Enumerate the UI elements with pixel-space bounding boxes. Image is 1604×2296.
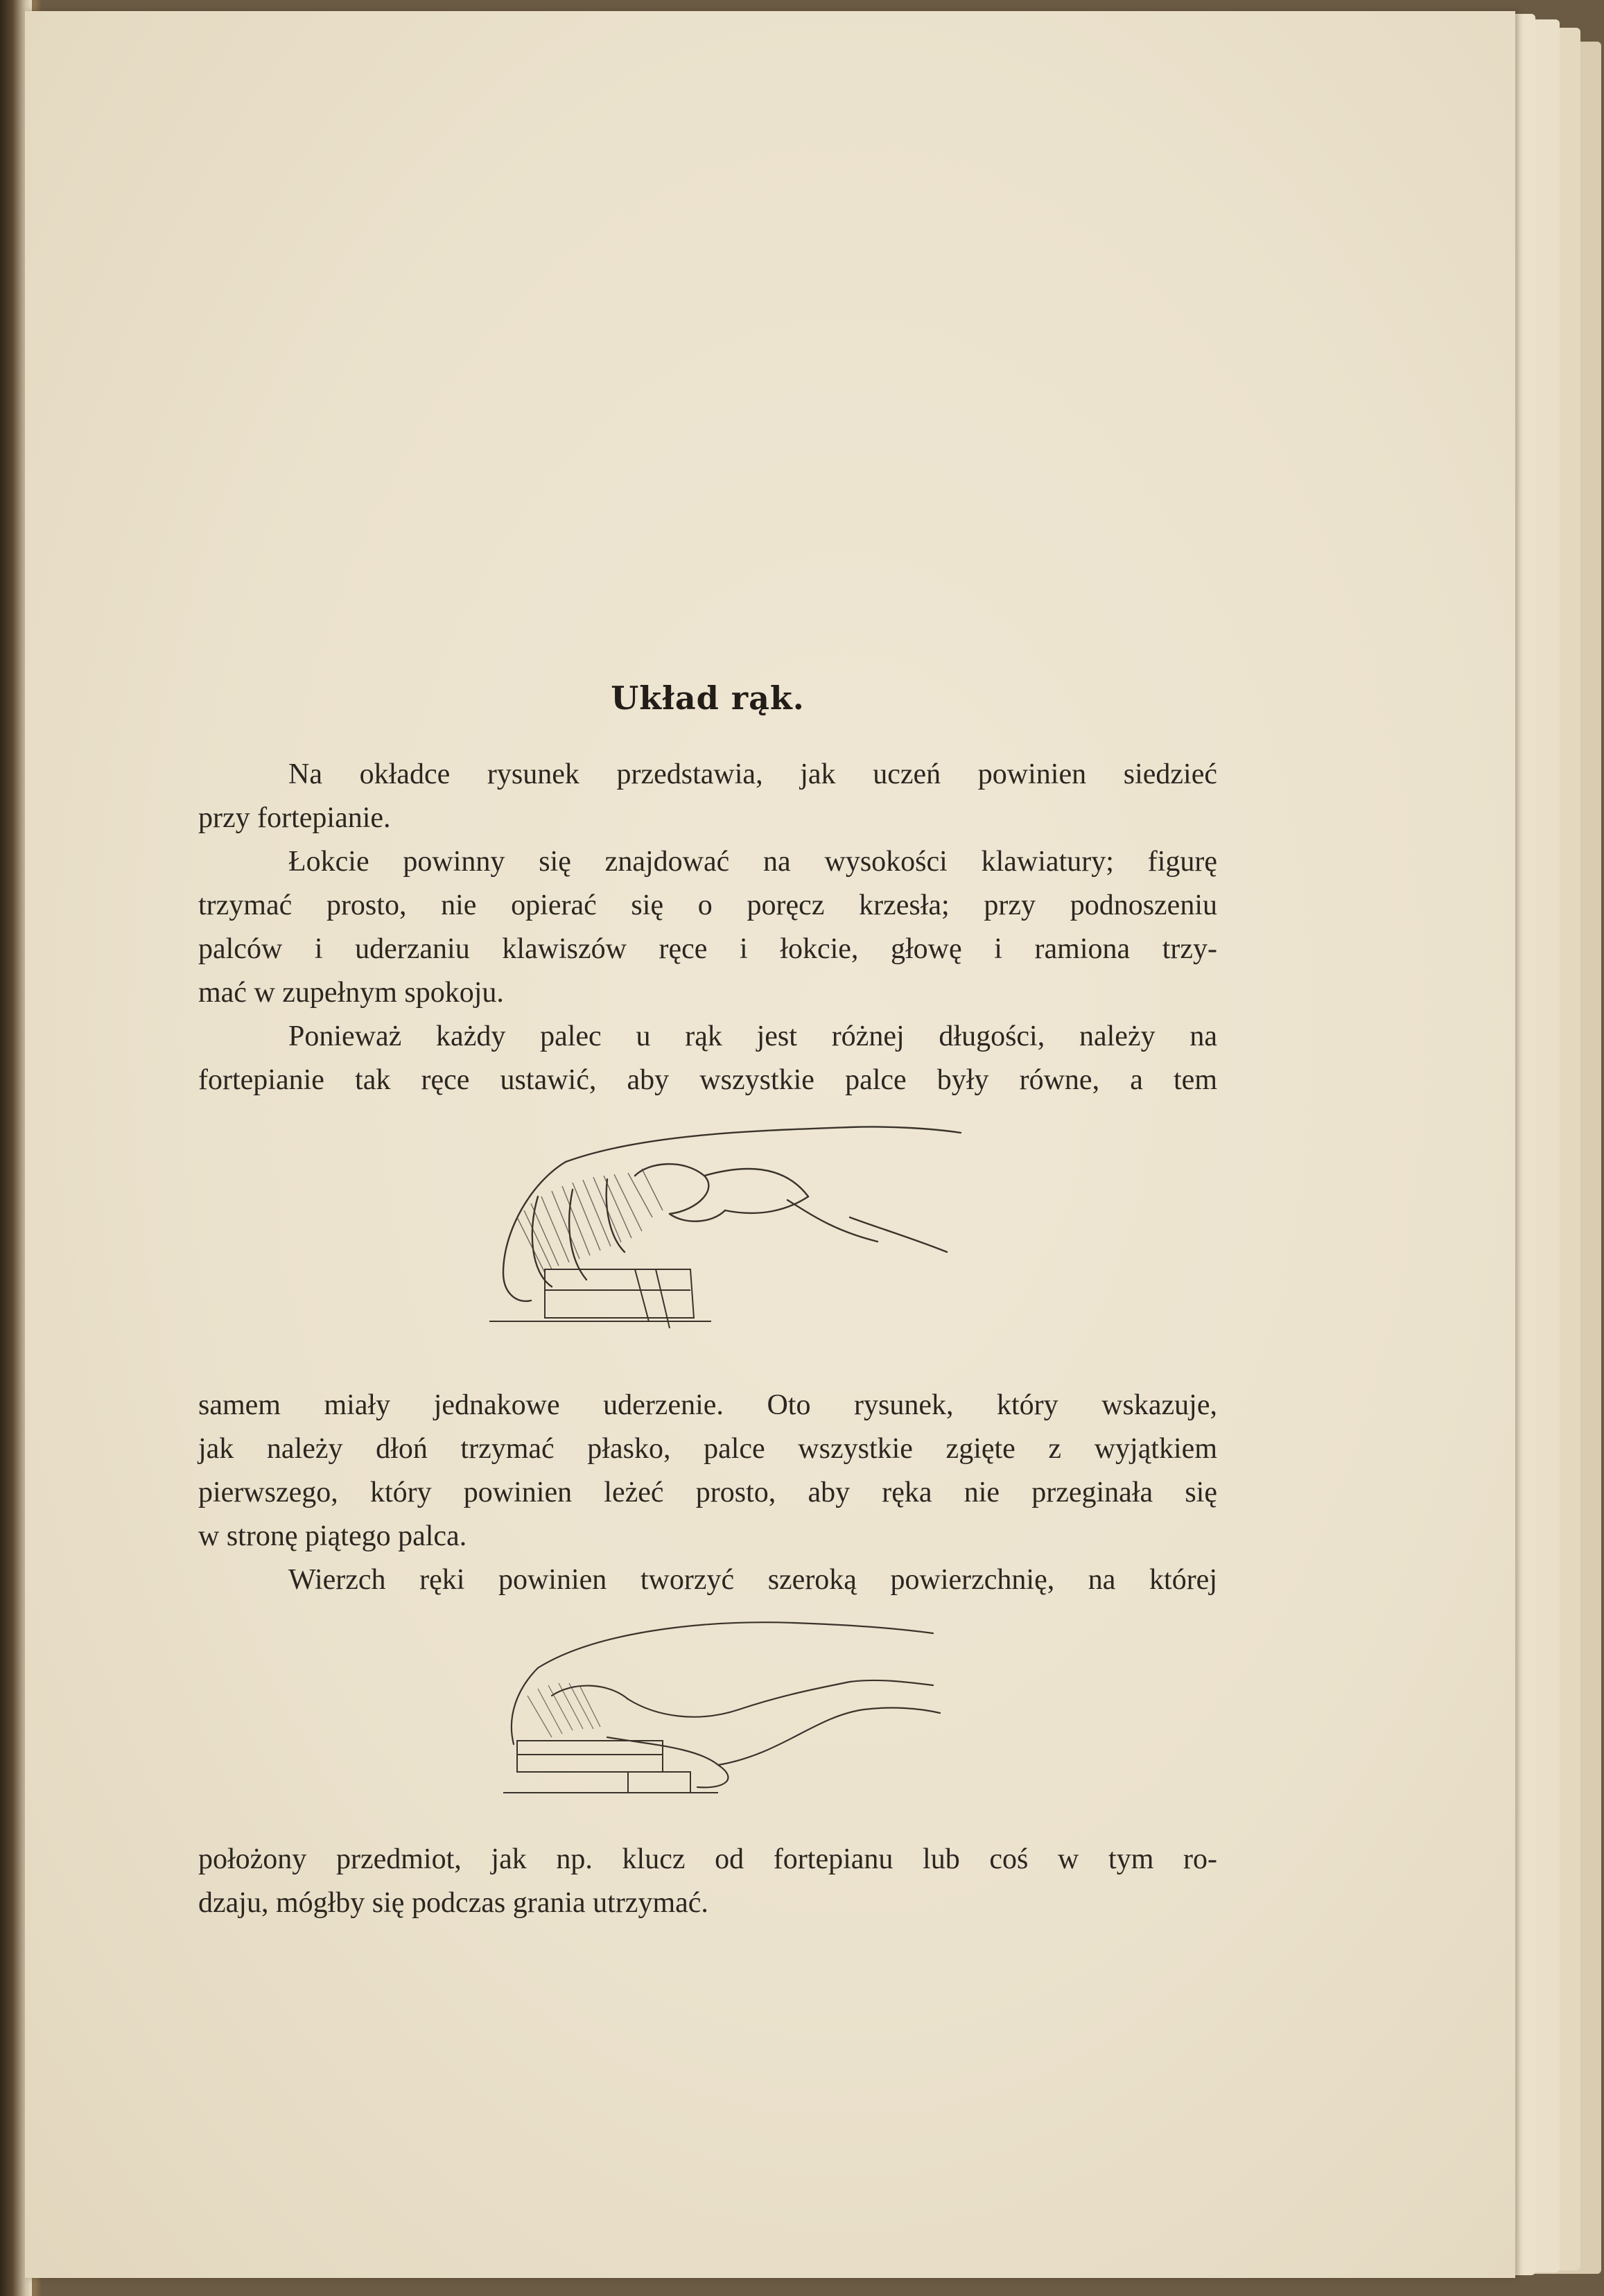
text-line: Ponieważ każdy palec u rąk jest różnej długości, należy na	[288, 1020, 1217, 1052]
paragraph-block-2	[198, 1384, 1217, 1602]
text-line: trzymać prosto, nie opierać się o poręcz krzesła; przy podnoszeniu	[198, 889, 1217, 921]
text-line: w stronę piątego palca.	[198, 1520, 467, 1552]
book-page	[25, 11, 1515, 2278]
text-line: mać w zupełnym spokoju.	[198, 977, 504, 1009]
text-line: Wierzch ręki powinien tworzyć szeroką powierzchnię, na której	[288, 1564, 1217, 1596]
text-line: Na okładce rysunek przedstawia, jak uczeń powinien siedzieć	[288, 758, 1217, 790]
hand-on-keyboard-illustration	[462, 1113, 968, 1335]
text-line: pierwszego, który powinien leżeć prosto, aby ręka nie przeginała się	[198, 1477, 1217, 1508]
text-line: palców i uderzaniu klawiszów ręce i łokcie, głowę i ramiona trzy-	[198, 933, 1217, 965]
text-line: samem miały jednakowe uderzenie. Oto rysunek, który wskazuje,	[198, 1389, 1217, 1421]
paragraph-block-1	[198, 753, 1217, 1102]
text-line: jak należy dłoń trzymać płasko, palce wszystkie zgięte z wyjątkiem	[198, 1433, 1217, 1465]
paragraph-block-3	[198, 1838, 1217, 1925]
hand-posture-illustration	[489, 1606, 947, 1814]
text-line: przy fortepianie.	[198, 802, 391, 834]
page-title: Układ rąk.	[611, 679, 805, 717]
text-line: dzaju, mógłby się podczas grania utrzymać.	[198, 1887, 708, 1919]
text-line: Łokcie powinny się znajdować na wysokości klawiatury; figurę	[288, 846, 1217, 878]
text-line: fortepianie tak ręce ustawić, aby wszystkie palce były równe, a tem	[198, 1064, 1217, 1096]
text-line: położony przedmiot, jak np. klucz od fortepianu lub coś w tym ro-	[198, 1843, 1217, 1875]
